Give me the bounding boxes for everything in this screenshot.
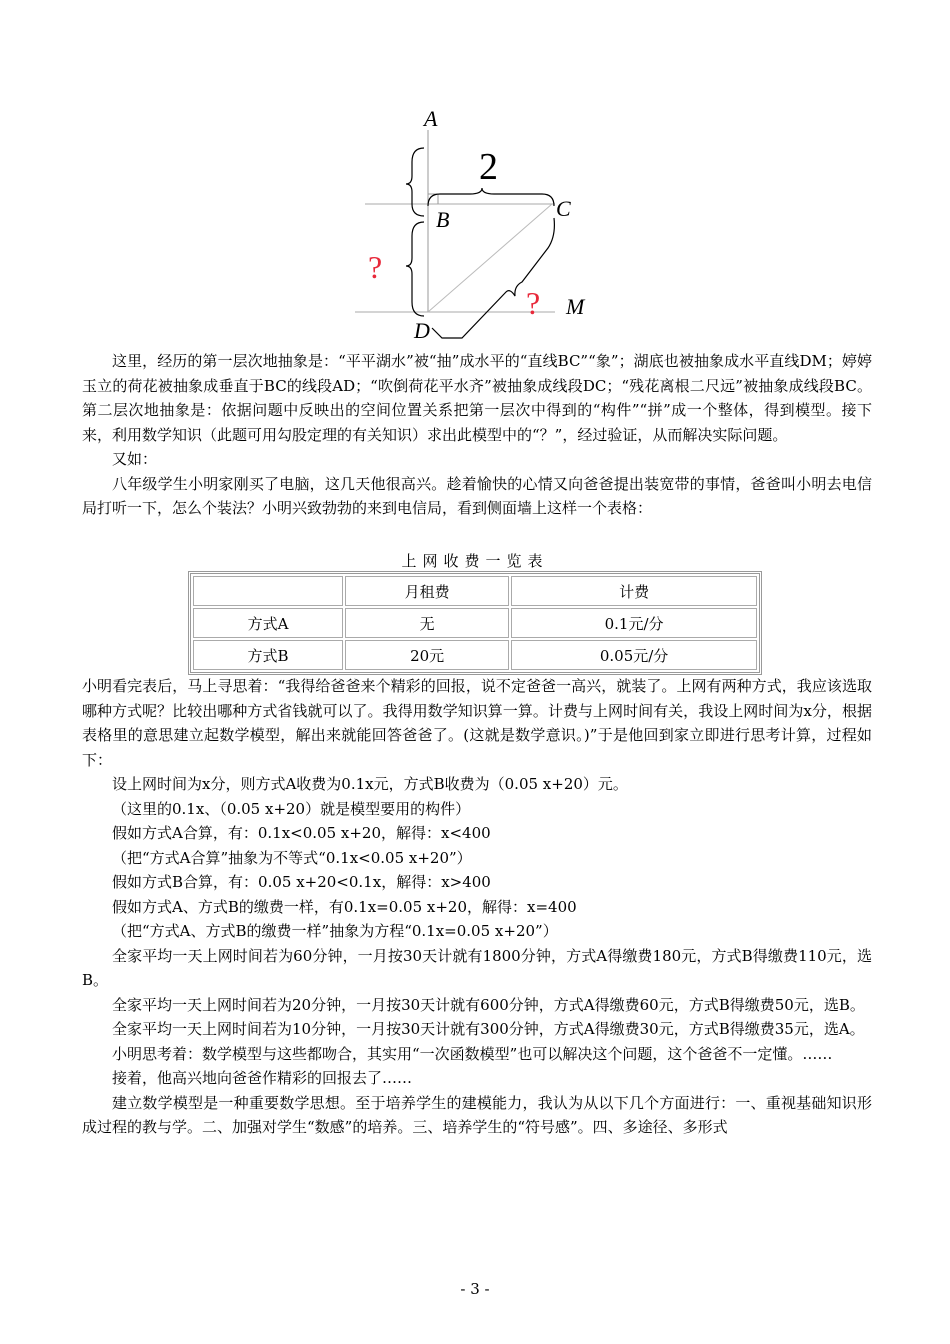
brace-ab xyxy=(406,148,424,216)
paragraph: 全家平均一天上网时间若为60分钟，一月按30天计就有1800分钟，方式A得缴费180元，方式B得缴费110元，选B。 xyxy=(82,946,872,989)
paragraph: 设上网时间为x分，则方式A收费为0.1x元，方式B收费为（0.05 x+20）元。 xyxy=(112,775,628,793)
paragraph: 假如方式A合算，有：0.1x<0.05 x+20，解得：x<400 xyxy=(112,824,491,842)
paragraph: （把“方式A合算”抽象为不等式“0.1x<0.05 x+20”） xyxy=(112,848,472,867)
unknown-mark-right: ? xyxy=(526,285,541,321)
paragraph: 小明思考着：数学模型与这些都吻合，其实用“一次函数模型”也可以解决这个问题，这个爸爸不一定懂。…… xyxy=(112,1044,833,1063)
table-caption: 上网收费一览表 xyxy=(401,552,549,570)
table-row xyxy=(193,640,757,670)
table-cell: 0.1元/分 xyxy=(511,608,757,638)
label-length-2: 2 xyxy=(479,146,498,188)
paragraph: 接着，他高兴地向爸爸作精彩的回报去了…… xyxy=(112,1069,413,1087)
paragraph: 建立数学模型是一种重要数学思想。至于培养学生的建模能力，我认为从以下几个方面进行：一、重视基础知识形成过程的教与学。二、加强对学生“数感”的培养。三、培养学生的“符号感”。四、多途径、多形式 xyxy=(82,1093,872,1136)
label-c: C xyxy=(556,196,571,221)
paragraph: 全家平均一天上网时间若为10分钟，一月按30天计就有300分钟，方式A得缴费30元，方式B得缴费35元，选A。 xyxy=(112,1020,865,1038)
fee-table xyxy=(188,571,762,675)
table-cell: 无 xyxy=(345,608,509,638)
table-header-row xyxy=(193,576,757,606)
paragraph: 全家平均一天上网时间若为20分钟，一月按30天计就有600分钟，方式A得缴费60元，方式B得缴费50元，选B。 xyxy=(112,995,865,1014)
text-block-2 xyxy=(82,674,872,1140)
table-header-cell xyxy=(193,576,343,606)
label-d: D xyxy=(414,318,430,343)
table-header-cell: 月租费 xyxy=(345,576,509,606)
label-a: A xyxy=(424,106,438,131)
table-cell: 0.05元/分 xyxy=(511,640,757,670)
table-row xyxy=(193,608,757,638)
table-cell: 方式B xyxy=(193,640,343,670)
page-number: - 3 - xyxy=(460,1280,490,1298)
paragraph: 小明看完表后，马上寻思着：“我得给爸爸来个精彩的回报，说不定爸爸一高兴，就装了。上网有两种方式，我应该选取哪种方式呢？比较出哪种方式省钱就可以了。我得用数学知识算一算。计费与上网时间有关，我设上网时间为x分，根据表格里的意思建立起数学模型，解出来就能回答爸爸了。(这就是数学意识。)”于是他回到家立即进行思考计算，过程如下： xyxy=(82,677,872,769)
table-cell: 20元 xyxy=(345,640,509,670)
paragraph: （把“方式A、方式B的缴费一样”抽象为方程“0.1x=0.05 x+20”） xyxy=(112,922,558,940)
paragraph: 又如： xyxy=(112,450,158,468)
paragraph: 这里，经历的第一层次地抽象是：“平平湖水”被“抽”成水平的“直线BC”“象”；湖底也被抽象成水平直线DM；婷婷玉立的荷花被抽象成垂直于BC的线段AD；“吹倒荷花平水齐”被抽象成线段DC；“残花离根二尺远”被抽象成线段BC。第二层次地抽象是：依据问题中反映出的空间位置关系把第一层次中得到的“构件”“拼”成一个整体，得到模型。接下来，利用数学知识（此题可用勾股定理的有关知识）求出此模型中的“？”，经过验证，从而解决实际问题。 xyxy=(82,352,872,444)
paragraph: 假如方式A、方式B的缴费一样，有0.1x=0.05 x+20，解得：x=400 xyxy=(112,897,577,916)
label-b: B xyxy=(436,207,450,232)
text-block-1 xyxy=(82,349,872,521)
paragraph: 八年级学生小明家刚买了电脑，这几天他很高兴。趁着愉快的心情又向爸爸提出装宽带的事情，爸爸叫小明去电信局打听一下，怎么个装法？小明兴致勃勃的来到电信局，看到侧面墙上这样一个表格： xyxy=(82,474,872,517)
brace-bd xyxy=(406,222,424,316)
brace-bc xyxy=(428,188,554,206)
label-m: M xyxy=(566,294,585,319)
paragraph: （这里的0.1x、（0.05 x+20）就是模型要用的构件） xyxy=(112,799,471,818)
table-cell: 方式A xyxy=(193,608,343,638)
geometry-figure xyxy=(340,100,620,350)
paragraph: 假如方式B合算，有：0.05 x+20<0.1x，解得：x>400 xyxy=(112,873,491,891)
unknown-mark-left: ? xyxy=(368,249,383,285)
table-header-cell: 计费 xyxy=(511,576,757,606)
